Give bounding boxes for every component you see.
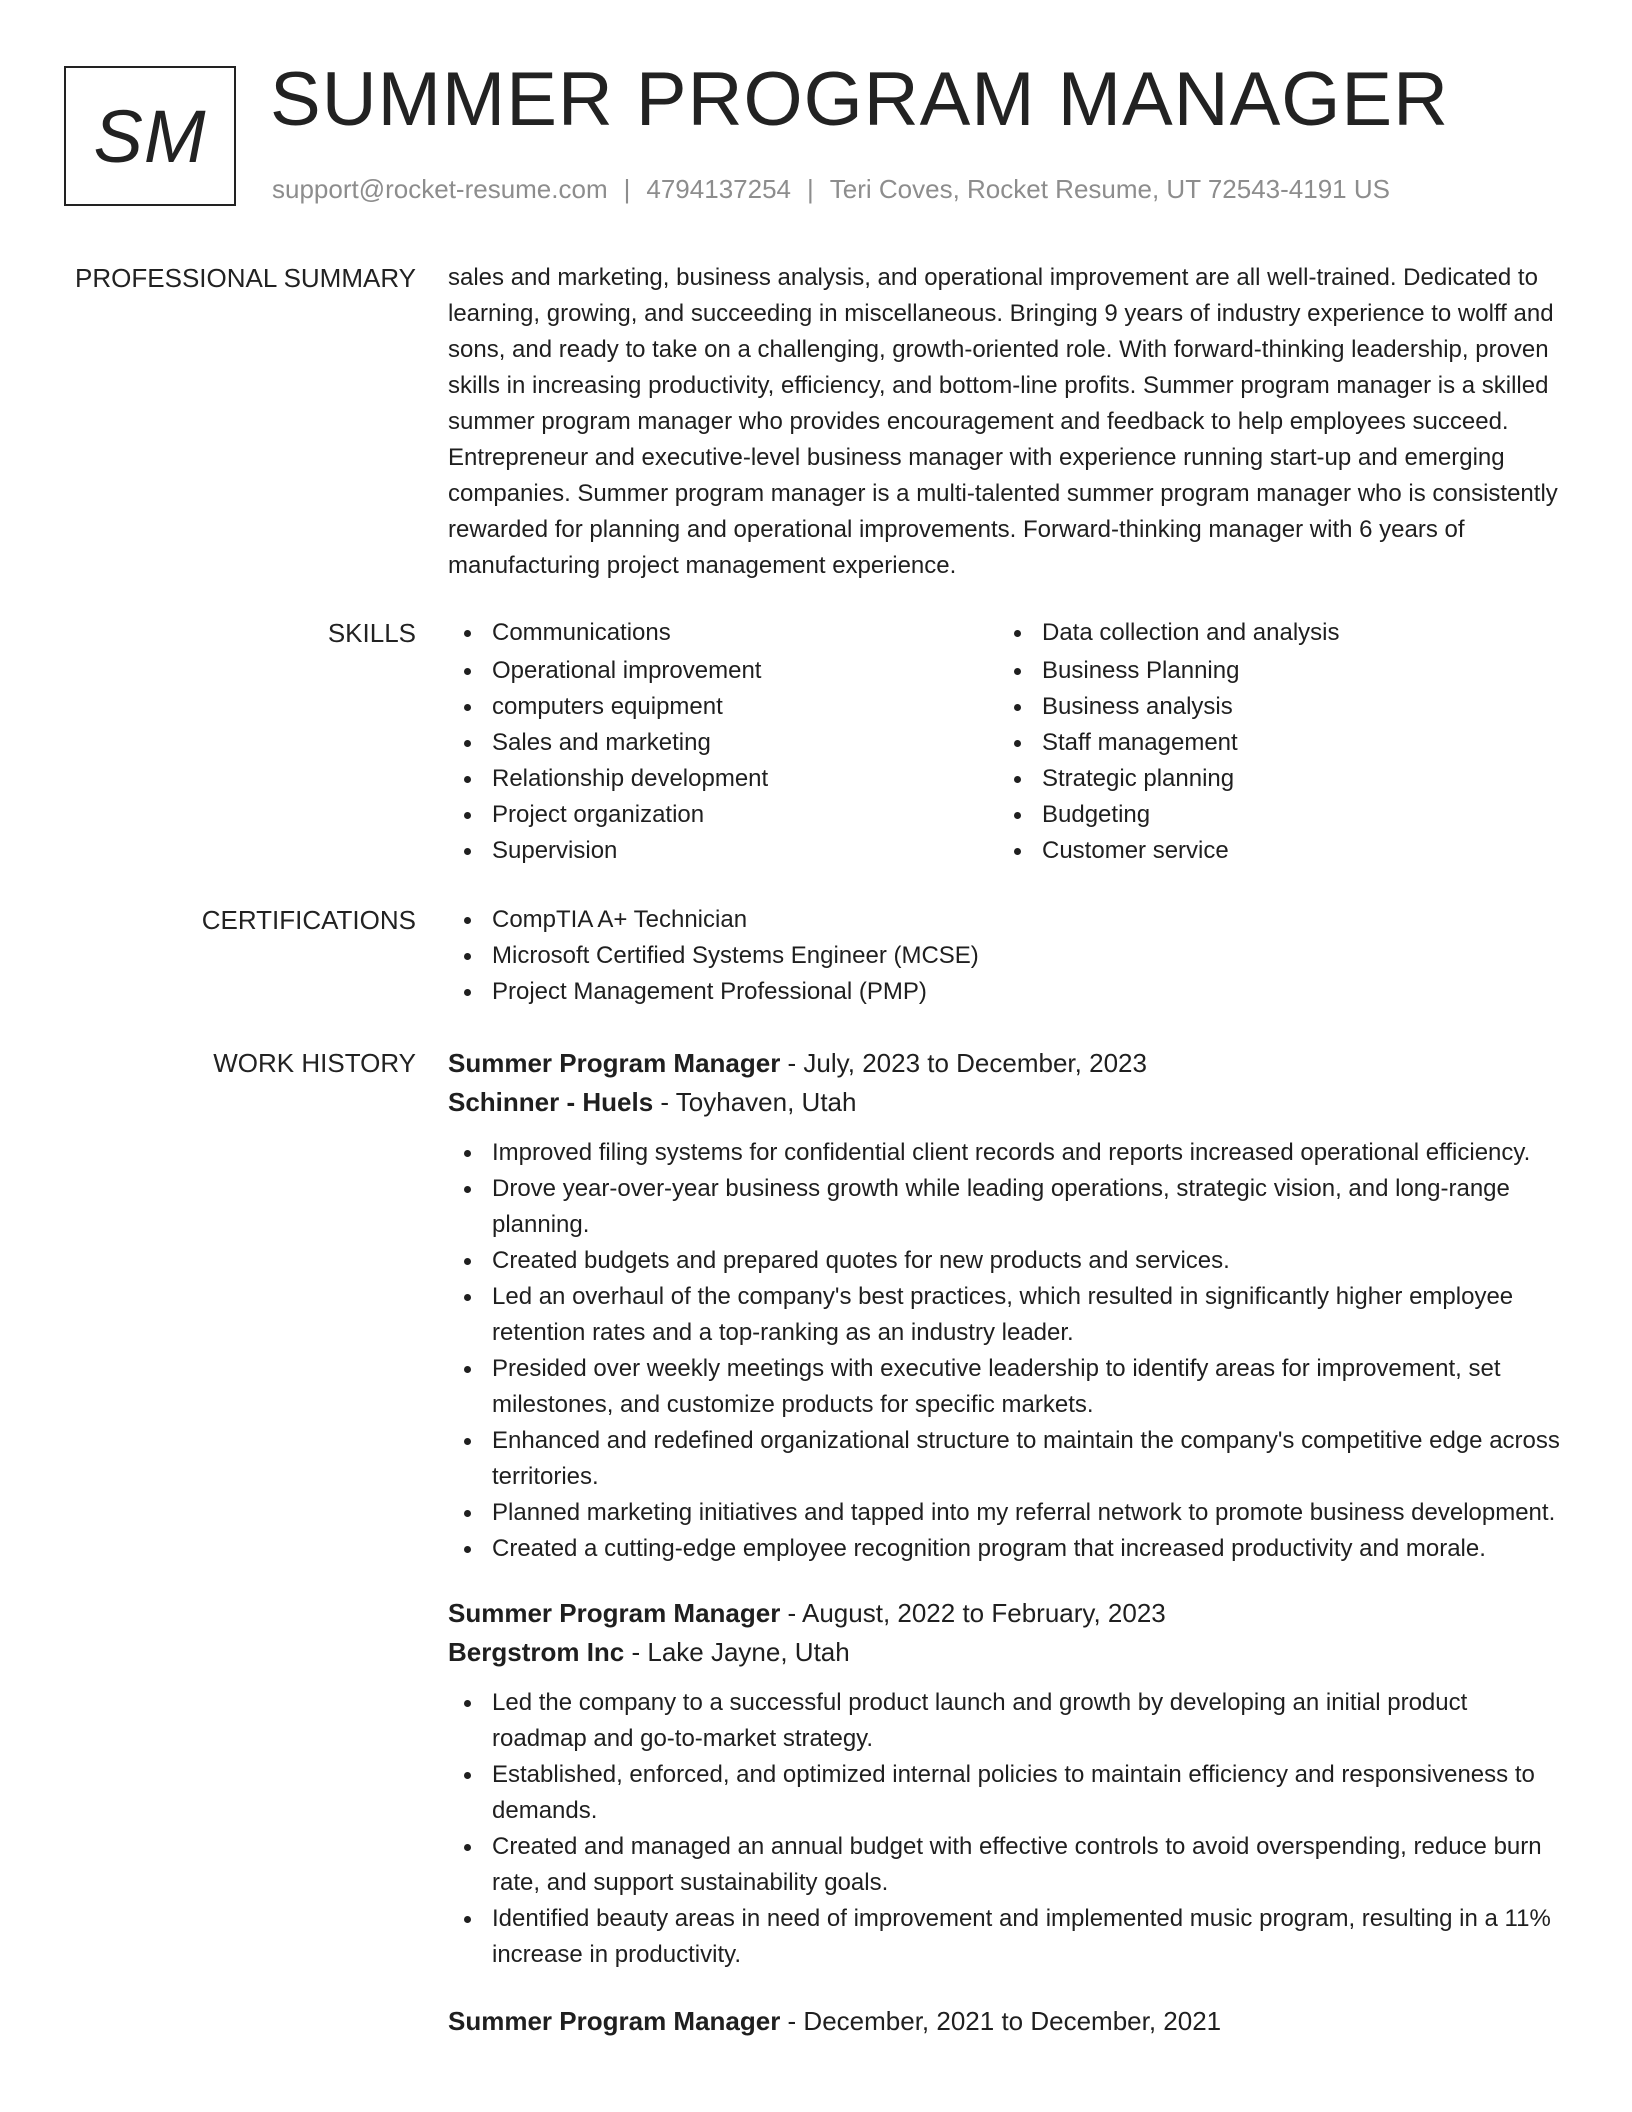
job-bullets [448, 1685, 1568, 1973]
job-bullet: Drove year-over-year business growth while leading operations, strategic vision, and long-range planning. [492, 1171, 1568, 1243]
contact-separator: | [807, 174, 814, 204]
certification-item: Project Management Professional (PMP) [492, 974, 1568, 1010]
job-bullet: Created and managed an annual budget with effective controls to avoid overspending, reduce burn rate, and support sustainability goals. [492, 1829, 1568, 1901]
contact-phone: 4794137254 [646, 174, 791, 204]
skill-item: Operational improvement [492, 653, 998, 689]
skills-columns [448, 615, 1568, 869]
skills-column-right [998, 615, 1548, 869]
job-bullet: Identified beauty areas in need of improvement and implemented music program, resulting in a 11% increase in productivity. [492, 1901, 1568, 1973]
skill-item: Business analysis [1042, 689, 1548, 725]
certifications-label: CERTIFICATIONS [201, 905, 416, 935]
certification-item: Microsoft Certified Systems Engineer (MCSE) [492, 938, 1568, 974]
certification-item: CompTIA A+ Technician [492, 902, 1568, 938]
job-company: Schinner - Huels [448, 1087, 654, 1117]
job-bullet: Led the company to a successful product launch and growth by developing an initial product roadmap and go-to-market strategy. [492, 1685, 1568, 1757]
skill-item: Sales and marketing [492, 725, 998, 761]
skill-item: Strategic planning [1042, 761, 1548, 797]
certifications-body [448, 902, 1568, 1010]
job-title: Summer Program Manager [448, 1048, 781, 1078]
job-bullet: Enhanced and redefined organizational structure to maintain the company's competitive edge across territories. [492, 1423, 1568, 1495]
job-company-line [448, 1083, 1568, 1121]
job-title-line [448, 1043, 1568, 1083]
job-title-line [448, 1593, 1568, 1633]
resume-name-title: SUMMER PROGRAM MANAGER [270, 57, 1449, 142]
work-history-label: WORK HISTORY [213, 1048, 416, 1078]
skill-item: Budgeting [1042, 797, 1548, 833]
skills-column-left [448, 615, 998, 869]
skill-item: Customer service [1042, 833, 1548, 869]
contact-email: support@rocket-resume.com [272, 174, 608, 204]
job-title-line [448, 2001, 1568, 2041]
job-company-line [448, 1633, 1568, 1671]
certifications-list [448, 902, 1568, 1010]
job-location: - Toyhaven, Utah [653, 1087, 857, 1117]
contact-line [272, 174, 1390, 205]
work-history-body [448, 1043, 1568, 2041]
skills-list-left [448, 615, 998, 869]
job-location: - Lake Jayne, Utah [624, 1637, 850, 1667]
skills-list-right [998, 615, 1548, 869]
job-bullet: Led an overhaul of the company's best practices, which resulted in significantly higher employee retention rates and a top-ranking as an industry leader. [492, 1279, 1568, 1351]
job-dates: - August, 2022 to February, 2023 [780, 1598, 1166, 1628]
skills-body [448, 615, 1568, 869]
job-dates: - December, 2021 to December, 2021 [780, 2006, 1222, 2036]
job-bullet: Planned marketing initiatives and tapped into my referral network to promote business development. [492, 1495, 1568, 1531]
skill-item: Data collection and analysis [1042, 615, 1548, 651]
job-bullet: Created a cutting-edge employee recognition program that increased productivity and morale. [492, 1531, 1568, 1567]
skills-label: SKILLS [327, 618, 416, 648]
job-entry [448, 2001, 1568, 2041]
summary-text: sales and marketing, business analysis, and operational improvement are all well-trained. Dedicated to learning, growing, and succeeding in miscellaneous. Bringing 9 years of industry experience to wolff and sons, and ready to take on a challenging, growth-oriented role. With forward-thinking leadership, proven skills in increasing productivity, efficiency, and bottom-line profits. Summer program manager is a skilled summer program manager who provides encouragement and feedback to help employees succeed. Entrepreneur and executive-level business manager with experience running start-up and emerging companies. Summer program manager is a multi-talented summer program manager who is consistently rewarded for planning and operational improvements. Forward-thinking manager with 6 years of manufacturing project management experience. [448, 264, 1558, 579]
job-bullet: Established, enforced, and optimized internal policies to maintain efficiency and responsiveness to demands. [492, 1757, 1568, 1829]
job-bullet: Created budgets and prepared quotes for new products and services. [492, 1243, 1568, 1279]
contact-separator: | [623, 174, 631, 204]
summary-label: PROFESSIONAL SUMMARY [75, 263, 416, 293]
skill-item: Supervision [492, 833, 998, 869]
job-bullet: Presided over weekly meetings with executive leadership to identify areas for improvement, set milestones, and customize products for specific markets. [492, 1351, 1568, 1423]
skill-item: computers equipment [492, 689, 998, 725]
job-title: Summer Program Manager [448, 1598, 781, 1628]
skill-item: Relationship development [492, 761, 998, 797]
contact-address: Teri Coves, Rocket Resume, UT 72543-4191 US [829, 174, 1390, 204]
job-entry [448, 1043, 1568, 1567]
skill-item: Communications [492, 615, 998, 651]
job-bullet: Improved filing systems for confidential client records and reports increased operational efficiency. [492, 1135, 1568, 1171]
job-bullets [448, 1135, 1568, 1567]
job-title: Summer Program Manager [448, 2006, 781, 2036]
skill-item: Business Planning [1042, 653, 1548, 689]
job-dates: - July, 2023 to December, 2023 [780, 1048, 1147, 1078]
job-entry [448, 1593, 1568, 1973]
skill-item: Project organization [492, 797, 998, 833]
skill-item: Staff management [1042, 725, 1548, 761]
monogram-logo: SM [64, 66, 236, 206]
job-company: Bergstrom Inc [448, 1637, 625, 1667]
